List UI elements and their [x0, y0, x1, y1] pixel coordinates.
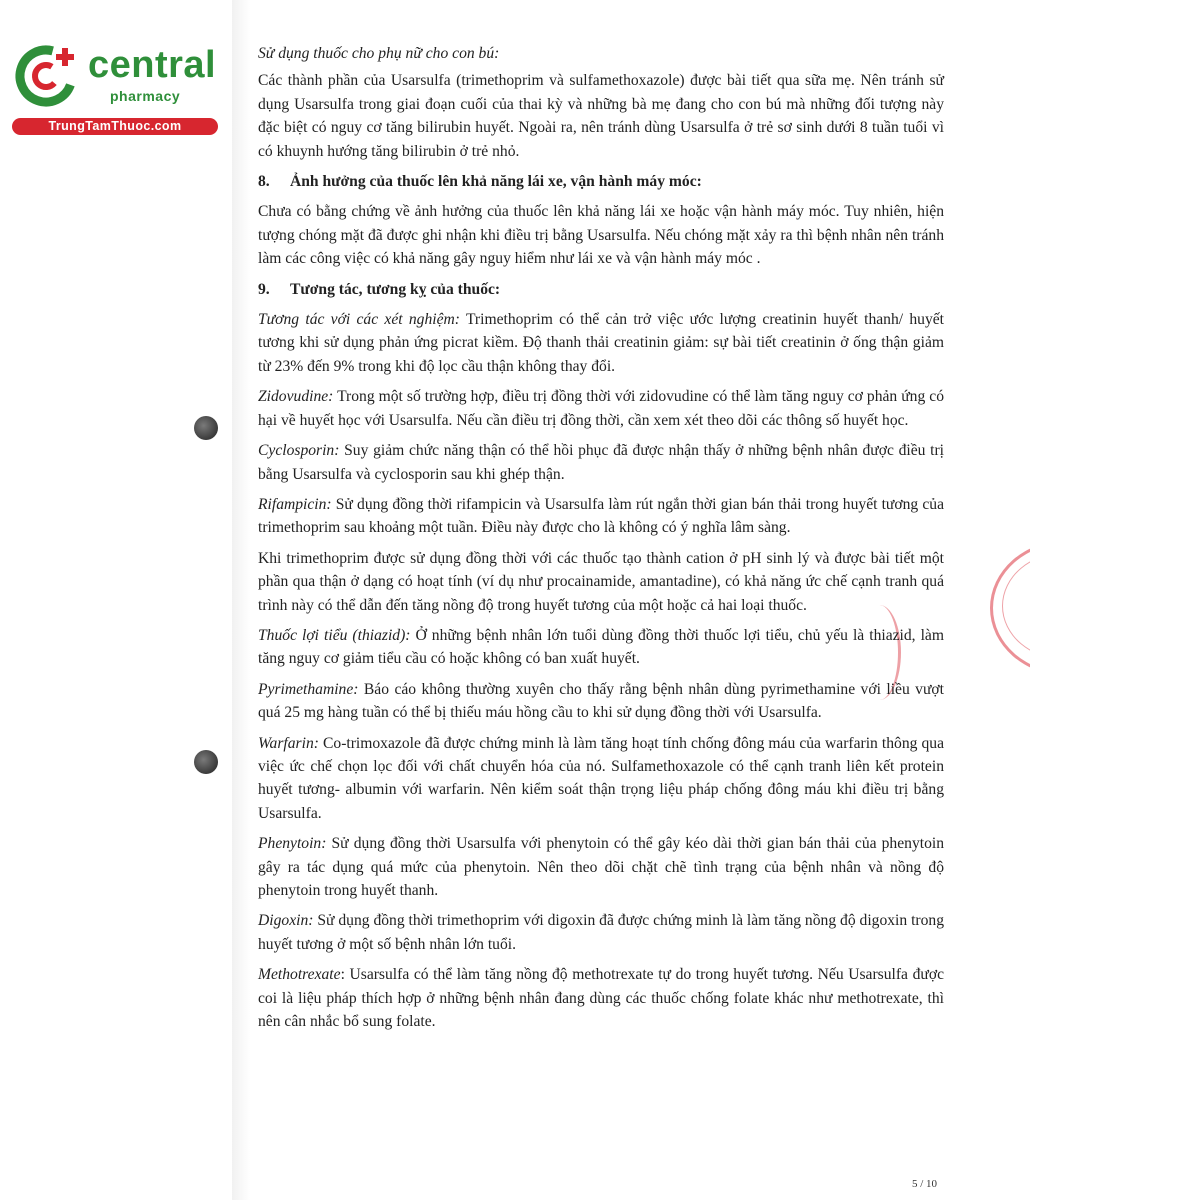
scan-edge-shadow: [232, 0, 250, 1200]
interaction-text: : Usarsulfa có thể làm tăng nồng độ methotrexate tự do trong huyết tương. Nếu Usarsulfa được coi là liệu pháp thích hợp ở những bệnh nhân đang dùng các thuốc chống folate khác như methotrexate, thì nên cân nhắc bổ sung folate.: [258, 966, 944, 1031]
interaction-lead: Pyrimethamine:: [258, 680, 359, 698]
interaction-text: Suy giảm chức năng thận có thể hồi phục đã được nhận thấy ở những bệnh nhân được điều trị bằng Usarsulfa và cyclosporin sau khi ghép thận.: [258, 442, 944, 483]
interaction-lead: Tương tác với các xét nghiệm:: [258, 311, 460, 329]
interaction-text: Báo cáo không thường xuyên cho thấy rằng bệnh nhân dùng pyrimethamine với liều vượt quá 25 mg hàng tuần có thể bị thiếu máu hồng cầu to khi sử dụng đồng thời với Usarsulfa.: [258, 680, 944, 722]
interaction-paragraph: [258, 439, 944, 486]
interaction-paragraph: [258, 678, 944, 725]
interaction-lead: Rifampicin:: [258, 495, 332, 513]
section-8-title: Ảnh hưởng của thuốc lên khả năng lái xe, vận hành máy móc:: [290, 173, 702, 191]
interaction-text: Sử dụng đồng thời rifampicin và Usarsulfa làm rút ngắn thời gian bán thải trong huyết tương của trimethoprim sau khoảng một tuần. Điều này được cho là không có ý nghĩa lâm sàng.: [258, 495, 944, 537]
interaction-lead: Methotrexate: [258, 966, 341, 984]
interaction-lead: Warfarin:: [258, 734, 319, 752]
red-stamp: [990, 540, 1030, 670]
interaction-paragraph: [258, 385, 944, 432]
interaction-lead: Cyclosporin:: [258, 442, 340, 460]
interaction-paragraph: [258, 832, 944, 902]
pharmacy-logo[interactable]: [10, 38, 215, 138]
interaction-text: Trimethoprim có thể cản trở việc ước lượng creatinin huyết thanh/ huyết tương khi sử dụng phản ứng picrat kiềm. Độ thanh thải creatinin giảm: sự bài tiết creatinin ở ống thận giảm từ 23% đến 9% trong khi độ lọc cầu thận không thay đổi.: [258, 311, 945, 375]
page-number: 5 / 10: [912, 1178, 938, 1190]
document-body: [258, 42, 944, 1040]
section-9-title: Tương tác, tương kỵ của thuốc:: [290, 280, 501, 298]
interaction-text: Sử dụng đồng thời trimethoprim với digoxin đã được chứng minh là làm tăng nồng độ digoxin trong huyết tương ở một số bệnh nhân lớn tuổi.: [258, 912, 944, 953]
interaction-lead: Thuốc lợi tiểu (thiazid):: [258, 626, 411, 644]
interaction-paragraph: [258, 909, 944, 956]
interaction-paragraph: [258, 624, 944, 671]
logo-name: central: [88, 44, 217, 86]
logo-subtitle: pharmacy: [110, 88, 181, 104]
punch-hole: [194, 416, 218, 440]
section-9-heading: [258, 278, 944, 301]
interaction-paragraph: [258, 547, 944, 617]
section-8-heading: [258, 170, 944, 193]
interaction-text: Khi trimethoprim được sử dụng đồng thời với các thuốc tạo thành cation ở pH sinh lý và được bài tiết một phần qua thận ở dạng có hoạt tính (ví dụ như procainamide, amantadine), có khả năng ức chế cạnh tranh quá trình này có thể dẫn đến tăng nồng độ trong huyết tương của một hoặc cả hai loại thuốc.: [258, 549, 944, 614]
interaction-lead: Digoxin:: [258, 912, 314, 930]
interaction-text: Trong một số trường hợp, điều trị đồng thời với zidovudine có thể làm tăng nguy cơ phản ứng có hại về huyết học với Usarsulfa. Nếu cần điều trị đồng thời, cần xem xét theo dõi các thông số huyết học.: [258, 388, 944, 429]
nursing-paragraph: Các thành phần của Usarsulfa (trimethoprim và sulfamethoxazole) được bài tiết qua sữa mẹ. Nên tránh sử dụng Usarsulfa trong giai đoạn cuối của thai kỳ và những bà mẹ đang cho con bú mà những đối tượng này đặc biệt có nguy cơ tăng bilirubin huyết. Ngoài ra, nên tránh dùng Usarsulfa ở trẻ sơ sinh dưới 8 tuần tuổi vì có khuynh hướng tăng bilirubin ở trẻ nhỏ.: [258, 72, 944, 160]
section-9-number: 9.: [258, 280, 270, 298]
section-8-paragraph: Chưa có bằng chứng về ảnh hưởng của thuốc lên khả năng lái xe hoặc vận hành máy móc. Tuy nhiên, hiện tượng chóng mặt đã được ghi nhận khi điều trị bằng Usarsulfa. Nếu chóng mặt xảy ra thì bệnh nhân nên tránh làm các công việc có khả năng gây nguy hiểm như lái xe và vận hành máy móc .: [258, 203, 944, 268]
section-8-number: 8.: [258, 173, 270, 191]
logo-url-badge[interactable]: TrungTamThuoc.com: [12, 118, 218, 135]
nursing-title: Sử dụng thuốc cho phụ nữ cho con bú:: [258, 45, 500, 62]
interaction-lead: Phenytoin:: [258, 835, 327, 853]
interaction-paragraph: [258, 493, 944, 540]
interaction-text: Sử dụng đồng thời Usarsulfa với phenytoin có thể gây kéo dài thời gian bán thải của phenytoin gây ra tác dụng quá mức của phenytoin. Nên theo dõi chặt chẽ tình trạng của bệnh nhân và nồng độ phenytoin trong huyết thanh.: [258, 835, 944, 899]
interaction-lead: Zidovudine:: [258, 388, 334, 406]
interaction-text: Co-trimoxazole đã được chứng minh là làm tăng hoạt tính chống đông máu của warfarin thông qua việc ức chế chọn lọc đối với chất chuyển hóa của nó. Sulfamethoxazole có thể cạnh tranh liên kết protein huyết tương- albumin với warfarin. Nên kiểm soát thận trọng liệu pháp chống đông máu khi điều trị bằng Usarsulfa.: [258, 734, 944, 822]
interaction-paragraph: [258, 732, 944, 826]
central-cross-icon: [10, 38, 88, 116]
punch-hole: [194, 750, 218, 774]
interaction-paragraph: [258, 963, 944, 1033]
interaction-text: Ở những bệnh nhân lớn tuổi dùng đồng thời thuốc lợi tiểu, chủ yếu là thiazid, làm tăng nguy cơ giảm tiểu cầu có hoặc không có ban xuất huyết.: [258, 626, 944, 668]
interaction-paragraph: [258, 308, 944, 378]
